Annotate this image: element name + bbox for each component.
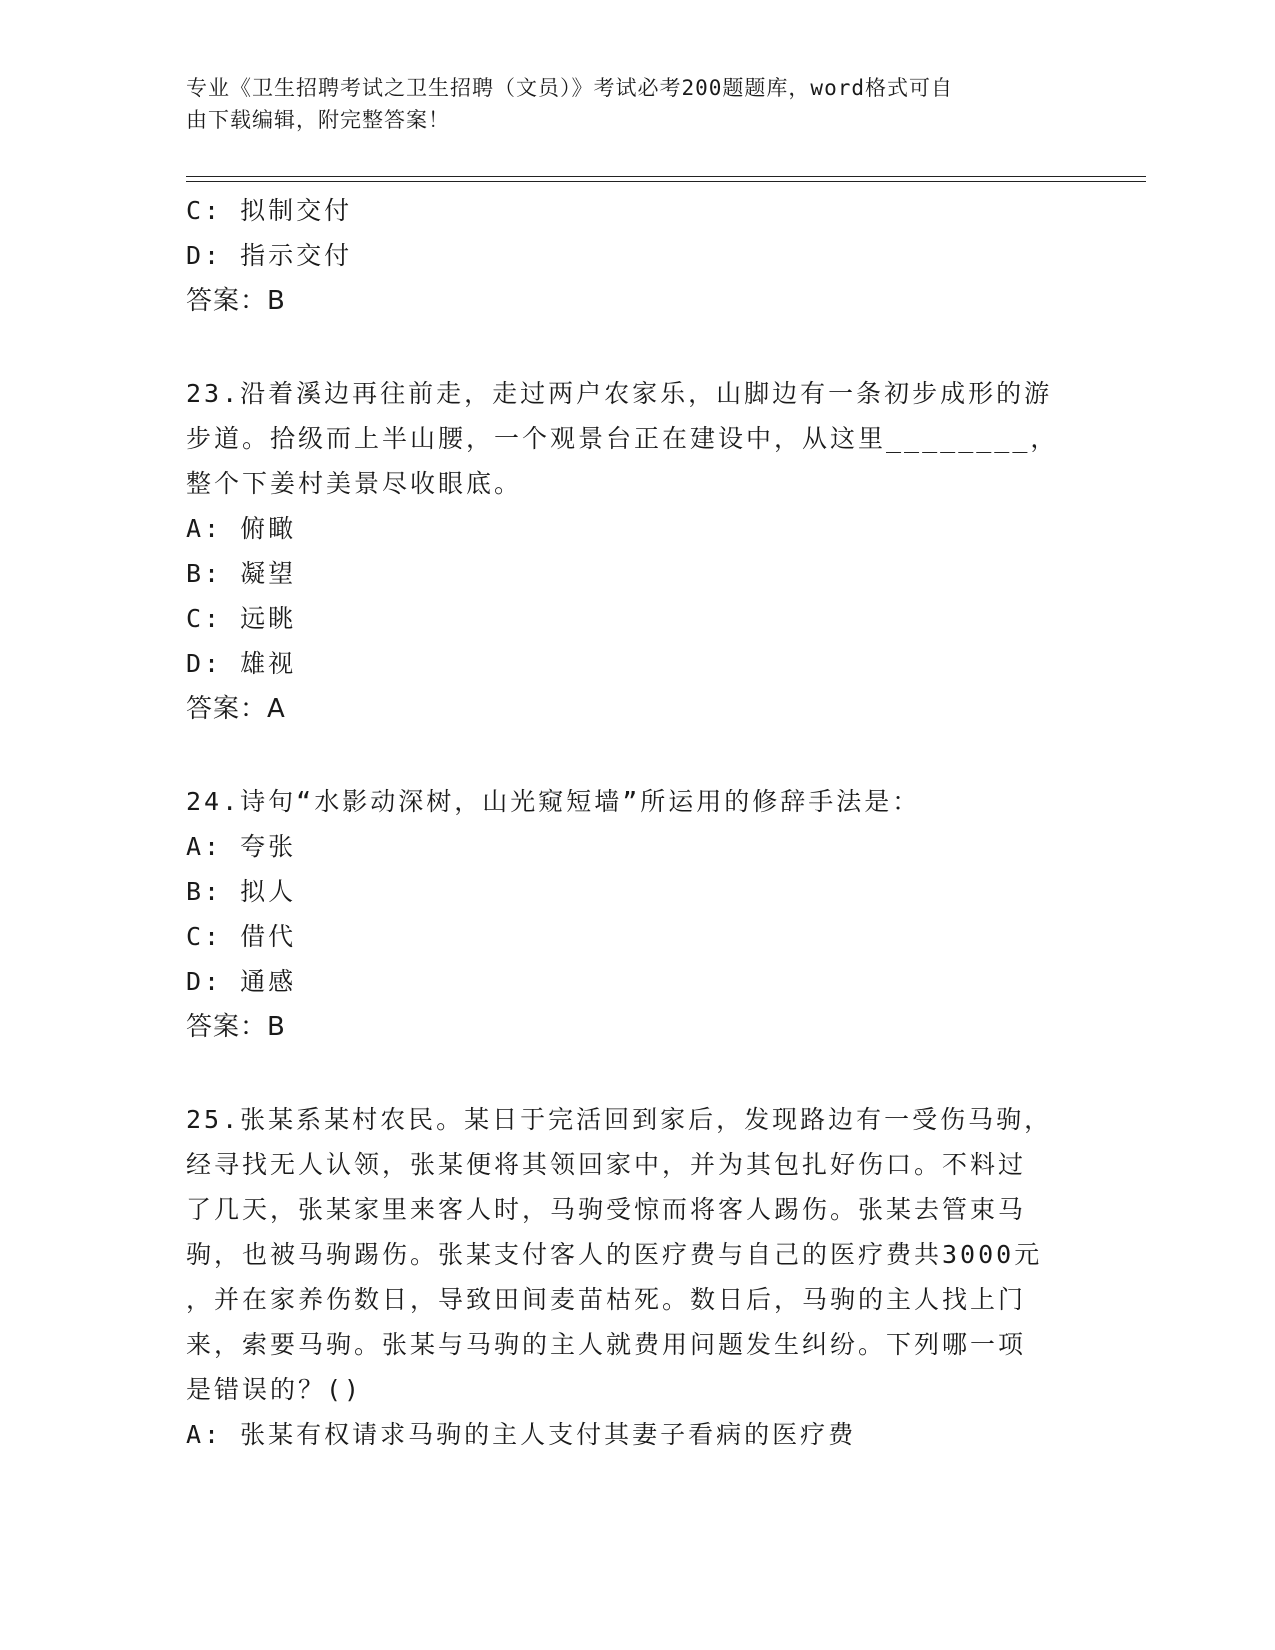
question-23: [186, 371, 1086, 732]
option-a: A: 夸张: [186, 832, 297, 861]
question-text-line: 是错误的？(): [186, 1375, 363, 1404]
question-24: [186, 779, 1086, 1050]
question-text-line: 步道。拾级而上半山腰，一个观景台正在建设中，从这里________，: [186, 424, 1059, 453]
question-text-line: 驹，也被马驹踢伤。张某支付客人的医疗费与自己的医疗费共3000元: [186, 1240, 1043, 1269]
option-c: C: 远眺: [186, 604, 297, 633]
question-list: [186, 188, 1086, 1457]
header-line-1: 专业《卫生招聘考试之卫生招聘（文员）》考试必考200题题库，word格式可自: [186, 76, 953, 100]
option-c: C: 借代: [186, 922, 297, 951]
answer-line: 答案：A: [186, 694, 286, 724]
question-text-line: 23.沿着溪边再往前走，走过两户农家乐，山脚边有一条初步成形的游: [186, 379, 1053, 408]
question-text-line: 来，索要马驹。张某与马驹的主人就费用问题发生纠纷。下列哪一项: [186, 1330, 1027, 1359]
option-b: B: 拟人: [186, 877, 297, 906]
header-divider-bottom: [186, 181, 1146, 182]
option-d: D: 指示交付: [186, 241, 353, 270]
question-25: [186, 1097, 1086, 1457]
question-text-line: ，并在家养伤数日，导致田间麦苗枯死。数日后，马驹的主人找上门: [186, 1285, 1027, 1314]
question-text-line: 了几天，张某家里来客人时，马驹受惊而将客人踢伤。张某去管束马: [186, 1195, 1027, 1224]
option-a: A: 俯瞰: [186, 514, 297, 543]
option-c: C: 拟制交付: [186, 196, 353, 225]
question-text-line: 整个下姜村美景尽收眼底。: [186, 469, 523, 498]
question-text-line: 24.诗句“水影动深树，山光窥短墙”所运用的修辞手法是：: [186, 787, 921, 816]
answer-line: 答案：B: [186, 1012, 286, 1042]
option-d: D: 通感: [186, 967, 297, 996]
question-22-remainder: [186, 188, 1086, 324]
option-d: D: 雄视: [186, 649, 297, 678]
answer-line: 答案：B: [186, 286, 286, 316]
header-line-2: 由下载编辑，附完整答案！: [186, 108, 450, 132]
page-header: [186, 72, 1066, 136]
option-a: A: 张某有权请求马驹的主人支付其妻子看病的医疗费: [186, 1420, 857, 1449]
option-b: B: 凝望: [186, 559, 297, 588]
question-text-line: 经寻找无人认领，张某便将其领回家中，并为其包扎好伤口。不料过: [186, 1150, 1027, 1179]
question-text-line: 25.张某系某村农民。某日于完活回到家后，发现路边有一受伤马驹，: [186, 1105, 1053, 1134]
header-divider-top: [186, 176, 1146, 177]
